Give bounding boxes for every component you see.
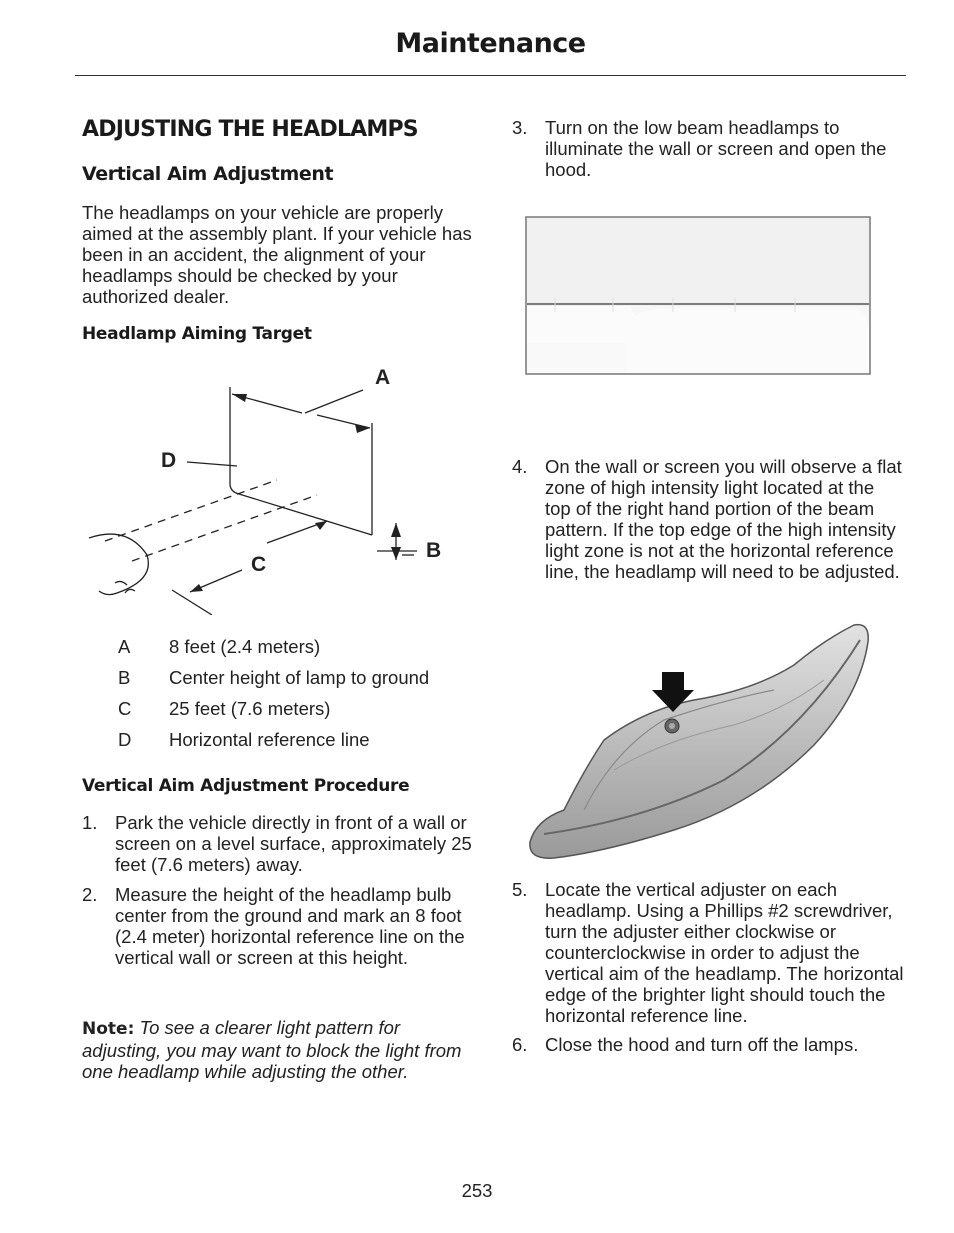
legend-row (118, 636, 478, 667)
beam-pattern-image (525, 216, 873, 378)
procedure-steps-right-b (512, 456, 904, 582)
legend-row (118, 698, 478, 729)
procedure-title: Vertical Aim Adjustment Procedure (82, 776, 410, 796)
procedure-steps-right-c (512, 879, 904, 1055)
step-text: Measure the height of the headlamp bulb center from the ground and mark an 8 foot (2.4 meter) horizontal reference line on the vertical wall or screen at this height. (115, 884, 465, 968)
step-number: 4. (512, 456, 528, 477)
step-number: 2. (82, 884, 98, 905)
step-text: Park the vehicle directly in front of a wall or screen on a level surface, approximately 25 feet (7.6 meters) away. (115, 812, 472, 875)
diagram-label-c: C (251, 553, 267, 576)
step-text: Turn on the low beam headlamps to illuminate the wall or screen and open the hood. (545, 117, 887, 180)
diagram-legend (118, 636, 478, 760)
step-item (512, 456, 904, 582)
diagram-label-d: D (161, 449, 177, 472)
step-number: 6. (512, 1034, 528, 1055)
legend-key: D (118, 729, 132, 750)
target-title: Headlamp Aiming Target (82, 324, 312, 344)
procedure-steps-right-a (512, 117, 904, 180)
step-text: On the wall or screen you will observe a flat zone of high intensity light located at the top of the right hand portion of the beam pattern. If the top edge of the high intensity light zone is not at the horizontal reference line, the headlamp will need to be adjusted. (545, 456, 902, 582)
headlamp-housing (530, 625, 868, 859)
page-number: 253 (461, 1180, 493, 1201)
step-text: Locate the vertical adjuster on each headlamp. Using a Phillips #2 screwdriver, turn the adjuster either clockwise or counterclockwise in order to adjust the vertical aim of the headlamp. The horizontal edge of the brighter light should touch the horizontal reference line. (545, 879, 904, 1026)
legend-key: C (118, 698, 132, 719)
note-text: To see a clearer light pattern for adjusting, you may want to block the light from one headlamp while adjusting the other. (82, 1017, 462, 1082)
reference-line (230, 485, 372, 535)
section-title: ADJUSTING THE HEADLAMPS (82, 117, 418, 142)
note-paragraph (82, 1017, 474, 1082)
headlamp-aiming-diagram (87, 365, 477, 615)
legend-key: B (118, 667, 131, 688)
legend-row (118, 667, 478, 698)
step-item (82, 812, 474, 875)
vehicle-outline (89, 534, 148, 595)
diagram-label-b: B (426, 539, 442, 562)
legend-key: A (118, 636, 131, 657)
headlamp-assembly-image (524, 620, 876, 862)
step-number: 5. (512, 879, 528, 900)
intro-paragraph: The headlamps on your vehicle are properly aimed at the assembly plant. If your vehicle has been in an accident, the alignment of your headlamps should be checked by your authorized dealer. (82, 202, 472, 307)
step-item (82, 884, 474, 968)
legend-text: Horizontal reference line (169, 729, 370, 750)
legend-text: 8 feet (2.4 meters) (169, 636, 321, 657)
step-number: 3. (512, 117, 528, 138)
legend-row (118, 729, 478, 760)
step-item (512, 117, 904, 180)
diagram-label-a: A (375, 366, 391, 389)
header-divider (75, 75, 906, 76)
subsection-title: Vertical Aim Adjustment (82, 163, 334, 185)
legend-text: 25 feet (7.6 meters) (169, 698, 331, 719)
page-header (75, 28, 906, 59)
note-label: Note: (82, 1019, 135, 1039)
page-title: Maintenance (395, 28, 586, 59)
step-item (512, 879, 904, 1026)
procedure-steps-left (82, 812, 474, 968)
step-item (512, 1034, 904, 1055)
legend-text: Center height of lamp to ground (169, 667, 430, 688)
step-number: 1. (82, 812, 98, 833)
step-text: Close the hood and turn off the lamps. (545, 1034, 859, 1055)
